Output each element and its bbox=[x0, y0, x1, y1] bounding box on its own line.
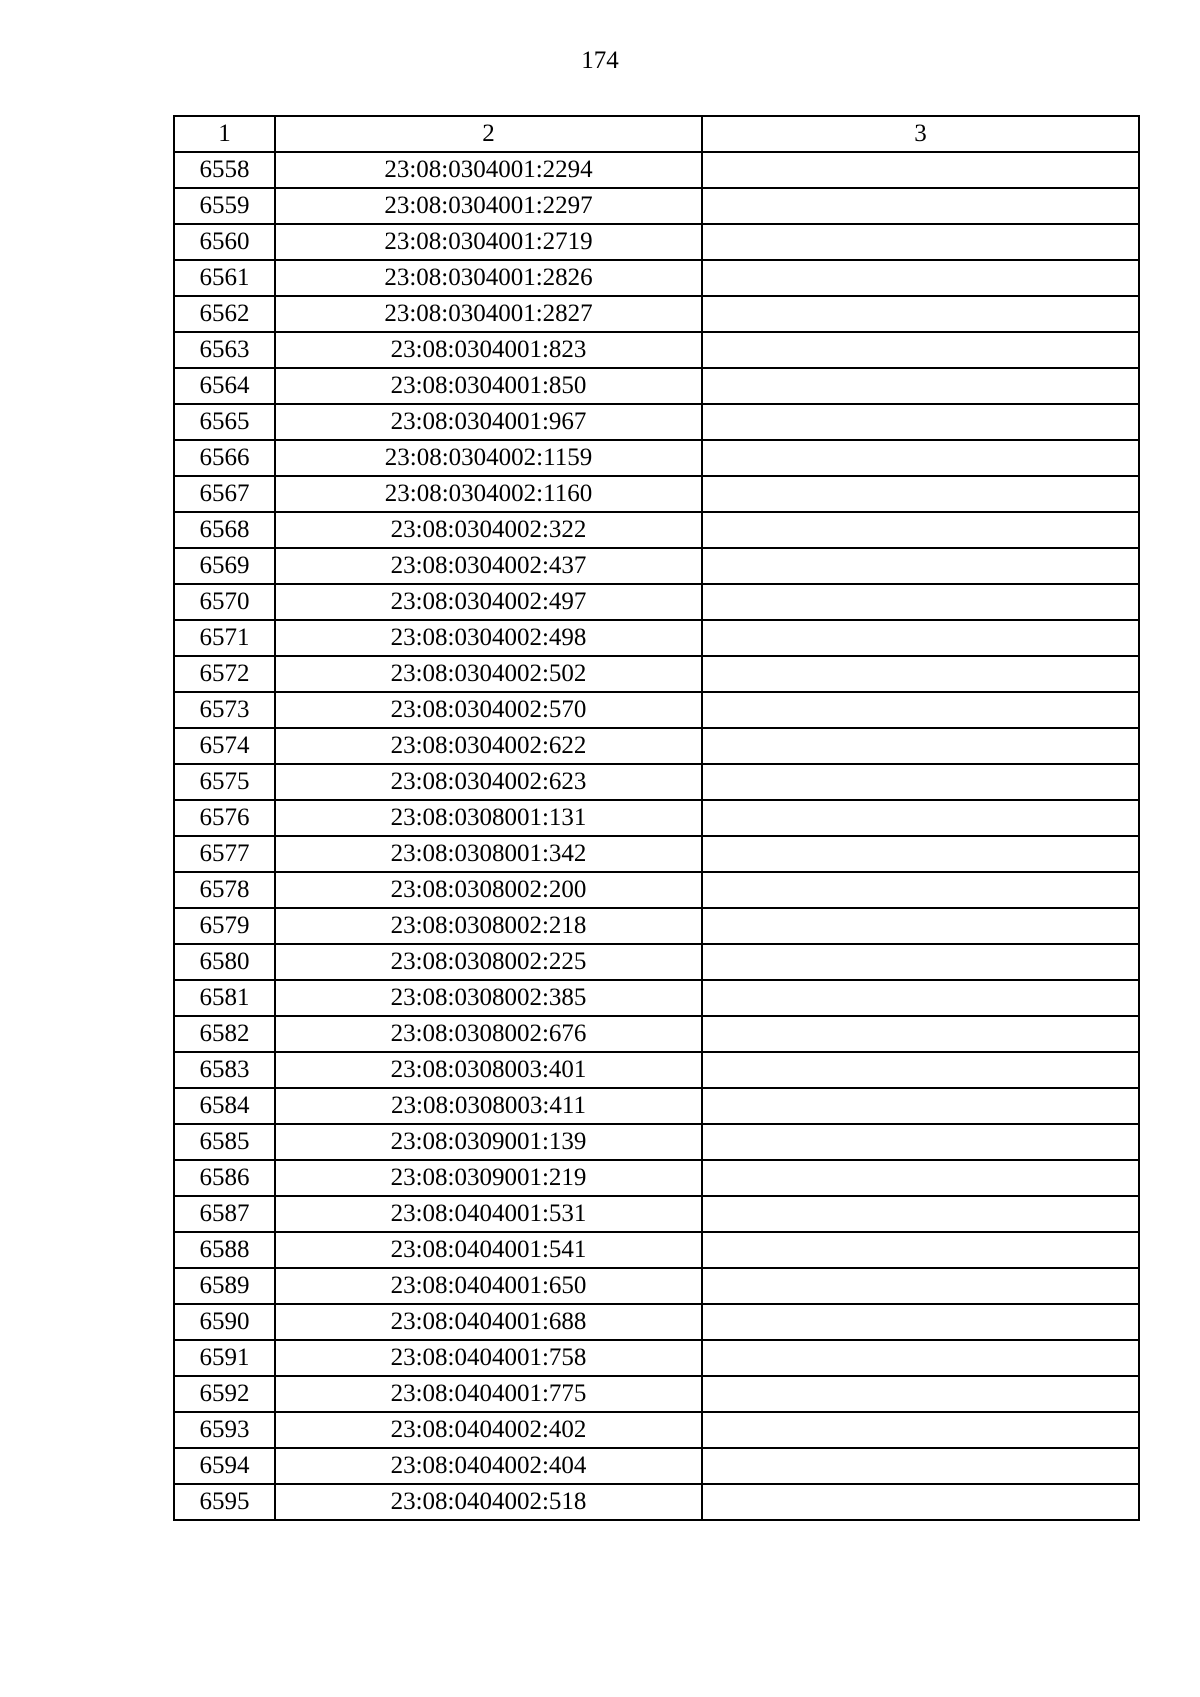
table-row bbox=[174, 440, 1139, 476]
notes-cell bbox=[702, 1052, 1139, 1088]
row-number-cell: 6560 bbox=[174, 224, 275, 260]
row-number-cell: 6571 bbox=[174, 620, 275, 656]
row-number-cell: 6575 bbox=[174, 764, 275, 800]
notes-cell bbox=[702, 1124, 1139, 1160]
table-row bbox=[174, 764, 1139, 800]
cadastral-number-cell: 23:08:0304001:2297 bbox=[275, 188, 702, 224]
row-number-cell: 6562 bbox=[174, 296, 275, 332]
row-number-cell: 6569 bbox=[174, 548, 275, 584]
notes-cell bbox=[702, 368, 1139, 404]
cadastral-number-cell: 23:08:0304002:497 bbox=[275, 584, 702, 620]
row-number-cell: 6566 bbox=[174, 440, 275, 476]
row-number-cell: 6595 bbox=[174, 1484, 275, 1520]
cadastral-number-cell: 23:08:0308003:411 bbox=[275, 1088, 702, 1124]
notes-cell bbox=[702, 692, 1139, 728]
notes-cell bbox=[702, 548, 1139, 584]
cadastral-number-cell: 23:08:0308002:676 bbox=[275, 1016, 702, 1052]
notes-cell bbox=[702, 1376, 1139, 1412]
row-number-cell: 6572 bbox=[174, 656, 275, 692]
cadastral-number-cell: 23:08:0304002:1159 bbox=[275, 440, 702, 476]
cadastral-number-cell: 23:08:0404001:758 bbox=[275, 1340, 702, 1376]
notes-cell bbox=[702, 1088, 1139, 1124]
cadastral-number-cell: 23:08:0308002:385 bbox=[275, 980, 702, 1016]
row-number-cell: 6593 bbox=[174, 1412, 275, 1448]
row-number-cell: 6563 bbox=[174, 332, 275, 368]
row-number-cell: 6585 bbox=[174, 1124, 275, 1160]
row-number-cell: 6564 bbox=[174, 368, 275, 404]
row-number-cell: 6586 bbox=[174, 1160, 275, 1196]
cadastral-number-cell: 23:08:0404001:775 bbox=[275, 1376, 702, 1412]
notes-cell bbox=[702, 584, 1139, 620]
notes-cell bbox=[702, 656, 1139, 692]
row-number-cell: 6568 bbox=[174, 512, 275, 548]
cadastral-number-cell: 23:08:0404002:402 bbox=[275, 1412, 702, 1448]
cadastral-number-cell: 23:08:0404002:404 bbox=[275, 1448, 702, 1484]
cadastral-number-cell: 23:08:0404001:541 bbox=[275, 1232, 702, 1268]
table-row bbox=[174, 1340, 1139, 1376]
table-row bbox=[174, 656, 1139, 692]
cadastral-number-cell: 23:08:0304001:2719 bbox=[275, 224, 702, 260]
notes-cell bbox=[702, 152, 1139, 188]
table-row bbox=[174, 944, 1139, 980]
row-number-cell: 6570 bbox=[174, 584, 275, 620]
notes-cell bbox=[702, 1268, 1139, 1304]
row-number-cell: 6584 bbox=[174, 1088, 275, 1124]
column-header-2: 2 bbox=[275, 116, 702, 152]
notes-cell bbox=[702, 1484, 1139, 1520]
table-row bbox=[174, 980, 1139, 1016]
notes-cell bbox=[702, 476, 1139, 512]
table-row bbox=[174, 548, 1139, 584]
cadastral-number-cell: 23:08:0309001:139 bbox=[275, 1124, 702, 1160]
cadastral-number-cell: 23:08:0308002:225 bbox=[275, 944, 702, 980]
table-row bbox=[174, 836, 1139, 872]
cadastral-number-cell: 23:08:0304002:622 bbox=[275, 728, 702, 764]
row-number-cell: 6591 bbox=[174, 1340, 275, 1376]
cadastral-number-cell: 23:08:0308001:131 bbox=[275, 800, 702, 836]
notes-cell bbox=[702, 224, 1139, 260]
notes-cell bbox=[702, 260, 1139, 296]
cadastral-number-cell: 23:08:0304002:437 bbox=[275, 548, 702, 584]
table-row bbox=[174, 584, 1139, 620]
table-row bbox=[174, 1304, 1139, 1340]
table-row bbox=[174, 1448, 1139, 1484]
row-number-cell: 6574 bbox=[174, 728, 275, 764]
table-body bbox=[174, 152, 1139, 1520]
row-number-cell: 6592 bbox=[174, 1376, 275, 1412]
table-row bbox=[174, 1124, 1139, 1160]
row-number-cell: 6558 bbox=[174, 152, 275, 188]
table-row bbox=[174, 188, 1139, 224]
cadastral-number-cell: 23:08:0304002:322 bbox=[275, 512, 702, 548]
row-number-cell: 6580 bbox=[174, 944, 275, 980]
cadastral-number-cell: 23:08:0404001:688 bbox=[275, 1304, 702, 1340]
row-number-cell: 6589 bbox=[174, 1268, 275, 1304]
notes-cell bbox=[702, 872, 1139, 908]
table-row bbox=[174, 332, 1139, 368]
table-row bbox=[174, 404, 1139, 440]
notes-cell bbox=[702, 440, 1139, 476]
table-row bbox=[174, 1016, 1139, 1052]
notes-cell bbox=[702, 332, 1139, 368]
notes-cell bbox=[702, 1412, 1139, 1448]
cadastral-number-cell: 23:08:0308001:342 bbox=[275, 836, 702, 872]
table-row bbox=[174, 368, 1139, 404]
row-number-cell: 6594 bbox=[174, 1448, 275, 1484]
notes-cell bbox=[702, 944, 1139, 980]
row-number-cell: 6561 bbox=[174, 260, 275, 296]
cadastral-number-cell: 23:08:0304002:570 bbox=[275, 692, 702, 728]
notes-cell bbox=[702, 1160, 1139, 1196]
notes-cell bbox=[702, 728, 1139, 764]
table-row bbox=[174, 1412, 1139, 1448]
table-row bbox=[174, 1268, 1139, 1304]
cadastral-table bbox=[173, 115, 1140, 1521]
table-row bbox=[174, 1376, 1139, 1412]
row-number-cell: 6582 bbox=[174, 1016, 275, 1052]
column-header-3: 3 bbox=[702, 116, 1139, 152]
table-row bbox=[174, 1052, 1139, 1088]
cadastral-number-cell: 23:08:0308002:200 bbox=[275, 872, 702, 908]
cadastral-number-cell: 23:08:0304002:502 bbox=[275, 656, 702, 692]
row-number-cell: 6567 bbox=[174, 476, 275, 512]
row-number-cell: 6579 bbox=[174, 908, 275, 944]
table-row bbox=[174, 1484, 1139, 1520]
cadastral-number-cell: 23:08:0308002:218 bbox=[275, 908, 702, 944]
notes-cell bbox=[702, 1304, 1139, 1340]
table-row bbox=[174, 1232, 1139, 1268]
notes-cell bbox=[702, 1196, 1139, 1232]
notes-cell bbox=[702, 1016, 1139, 1052]
notes-cell bbox=[702, 800, 1139, 836]
cadastral-number-cell: 23:08:0404001:531 bbox=[275, 1196, 702, 1232]
page-number: 174 bbox=[581, 47, 619, 74]
row-number-cell: 6578 bbox=[174, 872, 275, 908]
row-number-cell: 6559 bbox=[174, 188, 275, 224]
cadastral-number-cell: 23:08:0304001:967 bbox=[275, 404, 702, 440]
cadastral-number-cell: 23:08:0304001:2827 bbox=[275, 296, 702, 332]
table-row bbox=[174, 224, 1139, 260]
notes-cell bbox=[702, 296, 1139, 332]
notes-cell bbox=[702, 980, 1139, 1016]
table-row bbox=[174, 620, 1139, 656]
cadastral-number-cell: 23:08:0308003:401 bbox=[275, 1052, 702, 1088]
row-number-cell: 6590 bbox=[174, 1304, 275, 1340]
table-row bbox=[174, 872, 1139, 908]
notes-cell bbox=[702, 404, 1139, 440]
cadastral-number-cell: 23:08:0304001:850 bbox=[275, 368, 702, 404]
table-row bbox=[174, 728, 1139, 764]
notes-cell bbox=[702, 1448, 1139, 1484]
table-row bbox=[174, 296, 1139, 332]
notes-cell bbox=[702, 836, 1139, 872]
notes-cell bbox=[702, 764, 1139, 800]
row-number-cell: 6565 bbox=[174, 404, 275, 440]
table-row bbox=[174, 800, 1139, 836]
row-number-cell: 6573 bbox=[174, 692, 275, 728]
cadastral-number-cell: 23:08:0304002:1160 bbox=[275, 476, 702, 512]
row-number-cell: 6588 bbox=[174, 1232, 275, 1268]
row-number-cell: 6587 bbox=[174, 1196, 275, 1232]
table-row bbox=[174, 692, 1139, 728]
table-row bbox=[174, 908, 1139, 944]
row-number-cell: 6576 bbox=[174, 800, 275, 836]
cadastral-number-cell: 23:08:0304001:2826 bbox=[275, 260, 702, 296]
notes-cell bbox=[702, 908, 1139, 944]
table-row bbox=[174, 512, 1139, 548]
table-row bbox=[174, 152, 1139, 188]
notes-cell bbox=[702, 1340, 1139, 1376]
notes-cell bbox=[702, 188, 1139, 224]
column-header-1: 1 bbox=[174, 116, 275, 152]
cadastral-number-cell: 23:08:0309001:219 bbox=[275, 1160, 702, 1196]
table-header-row bbox=[174, 116, 1139, 152]
table-row bbox=[174, 1196, 1139, 1232]
row-number-cell: 6581 bbox=[174, 980, 275, 1016]
cadastral-number-cell: 23:08:0404001:650 bbox=[275, 1268, 702, 1304]
table-row bbox=[174, 476, 1139, 512]
cadastral-number-cell: 23:08:0304001:2294 bbox=[275, 152, 702, 188]
table-row bbox=[174, 1160, 1139, 1196]
row-number-cell: 6583 bbox=[174, 1052, 275, 1088]
cadastral-number-cell: 23:08:0304002:498 bbox=[275, 620, 702, 656]
cadastral-number-cell: 23:08:0304001:823 bbox=[275, 332, 702, 368]
notes-cell bbox=[702, 620, 1139, 656]
notes-cell bbox=[702, 1232, 1139, 1268]
notes-cell bbox=[702, 512, 1139, 548]
row-number-cell: 6577 bbox=[174, 836, 275, 872]
cadastral-number-cell: 23:08:0404002:518 bbox=[275, 1484, 702, 1520]
table-row bbox=[174, 260, 1139, 296]
cadastral-number-cell: 23:08:0304002:623 bbox=[275, 764, 702, 800]
table-row bbox=[174, 1088, 1139, 1124]
